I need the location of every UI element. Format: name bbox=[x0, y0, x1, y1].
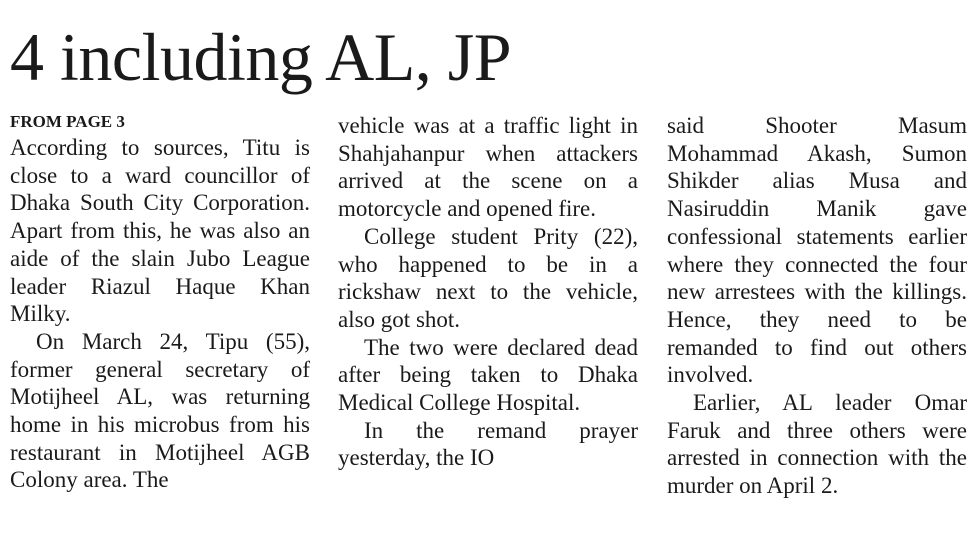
article-column-3 bbox=[667, 110, 967, 500]
paragraph: vehicle was at a traffic light in Shahjahanpur when attackers arrived at the scene on a motorcycle and opened fire. bbox=[338, 113, 638, 222]
paragraph: The two were declared dead after being taken to Dhaka Medical College Hospital. bbox=[338, 334, 638, 416]
paragraph: said Shooter Masum Mohammad Akash, Sumon Shikder alias Musa and Nasiruddin Manik gave confessional statements earlier where they connected the four new arrestees with the killings. Hence, they need to be remanded to find out others involved. bbox=[667, 113, 967, 388]
paragraph: On March 24, Tipu (55), former general secretary of Motijheel AL, was returning home in his microbus from his restaurant in Motijheel AGB Colony area. The bbox=[10, 328, 310, 493]
paragraph: According to sources, Titu is close to a ward councillor of Dhaka South City Corporation. Apart from this, he was also an aide of the slain Jubo League leader Riazul Haque Khan Milky. bbox=[10, 135, 310, 327]
continued-from-label: FROM PAGE 3 bbox=[10, 112, 125, 131]
paragraph: Earlier, AL leader Omar Faruk and three others were arrested in connection with the murder on April 2. bbox=[667, 390, 967, 499]
paragraph: College student Prity (22), who happened to be in a rickshaw next to the vehicle, also got shot. bbox=[338, 223, 638, 332]
article-column-1 bbox=[10, 110, 310, 494]
article-column-2 bbox=[338, 110, 638, 472]
paragraph: In the remand prayer yesterday, the IO bbox=[338, 417, 638, 471]
headline: 4 including AL, JP bbox=[10, 19, 512, 95]
